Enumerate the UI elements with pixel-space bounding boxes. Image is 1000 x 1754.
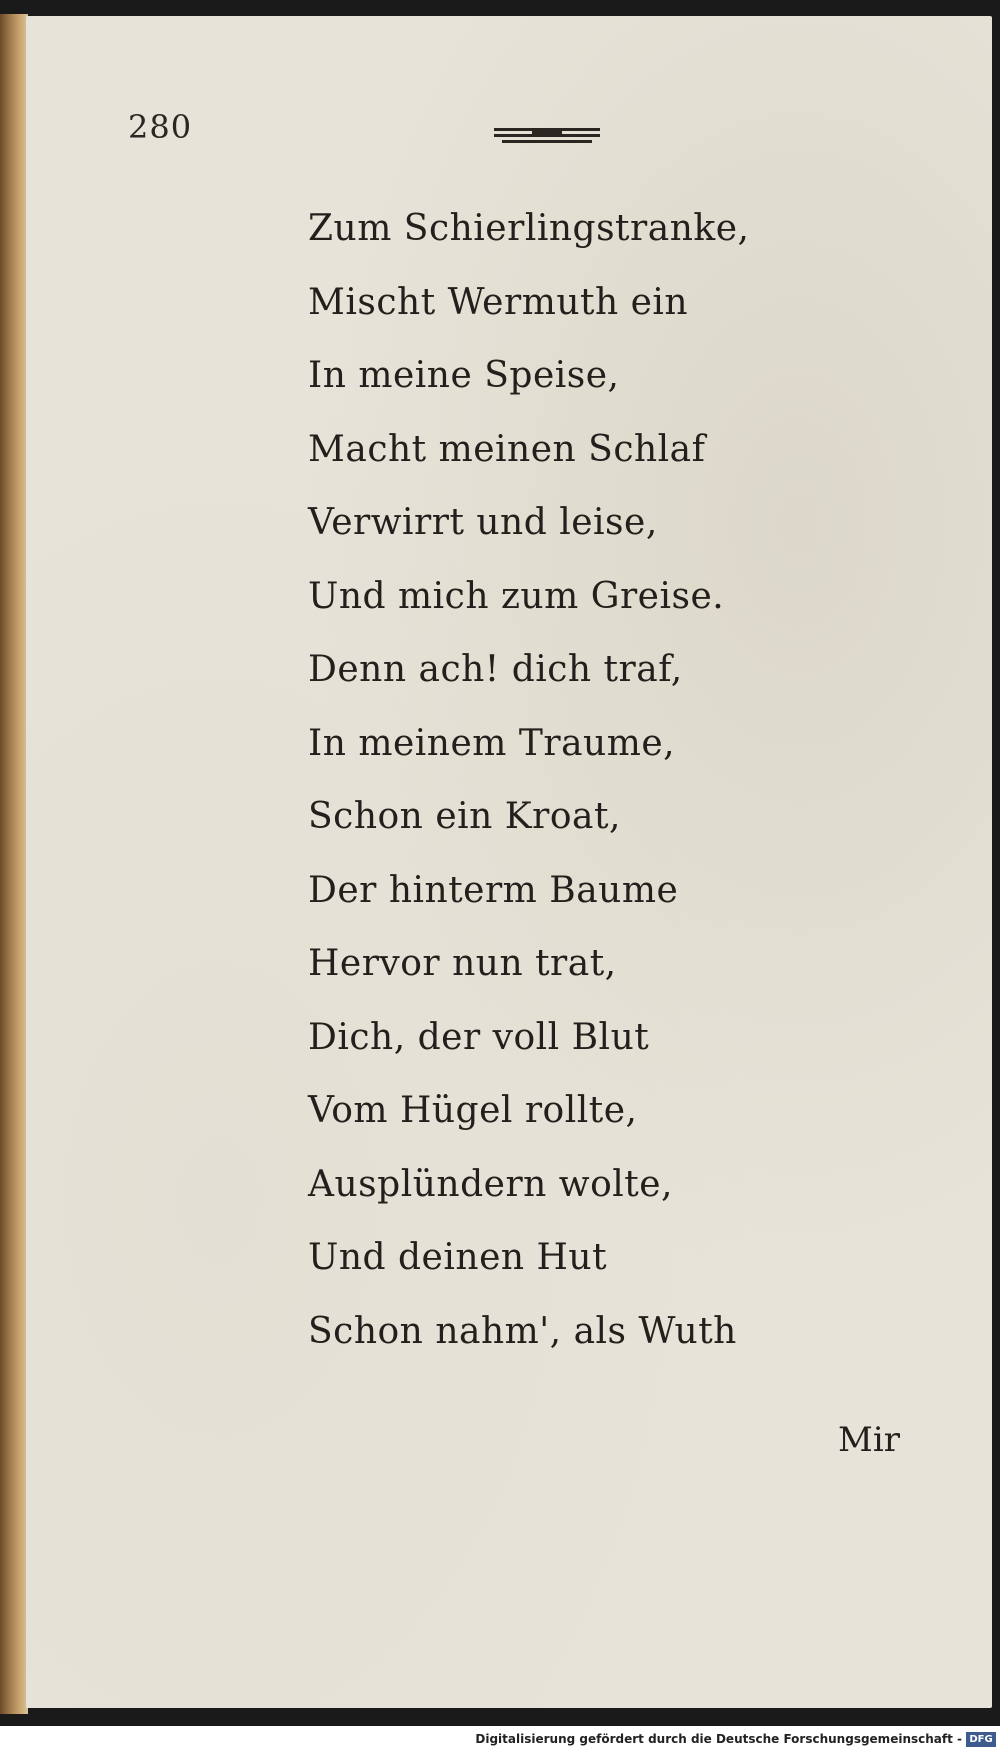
- page-number: 280: [128, 108, 193, 146]
- poem-line: Dich, der voll Blut: [308, 1016, 650, 1058]
- poem-line: Vom Hügel rollte,: [308, 1090, 638, 1131]
- poem-line: In meinem Traume,: [308, 722, 676, 764]
- poem-line: Denn ach! dich traf,: [308, 649, 683, 690]
- dfg-logo: DFG: [966, 1732, 996, 1747]
- poem-line: In meine Speise,: [308, 355, 620, 396]
- poem-line: Mischt Wermuth ein: [308, 281, 689, 323]
- digitization-footer: [0, 1726, 1000, 1754]
- poem-line: Und mich zum Greise.: [308, 575, 725, 617]
- header-ornament: [492, 126, 602, 146]
- poem-line: Hervor nun trat,: [308, 943, 617, 984]
- poem-line: Ausplündern wolte,: [308, 1163, 673, 1205]
- poem-line: Schon nahm', als Wuth: [308, 1310, 737, 1352]
- poem-line: Und deinen Hut: [308, 1237, 608, 1278]
- catchword: Mir: [838, 1420, 900, 1460]
- poem-line: Verwirrt und leise,: [308, 502, 658, 543]
- poem-line: Der hinterm Baume: [308, 869, 679, 911]
- poem-line: Zum Schierlingstranke,: [308, 208, 750, 249]
- poem-text: [308, 192, 749, 1368]
- poem-line: Schon ein Kroat,: [308, 796, 621, 837]
- poem-line: Macht meinen Schlaf: [308, 428, 706, 470]
- funding-credit: Digitalisierung gefördert durch die Deutsche Forschungsgemeinschaft -: [475, 1732, 962, 1746]
- book-spine-edge: [0, 14, 28, 1714]
